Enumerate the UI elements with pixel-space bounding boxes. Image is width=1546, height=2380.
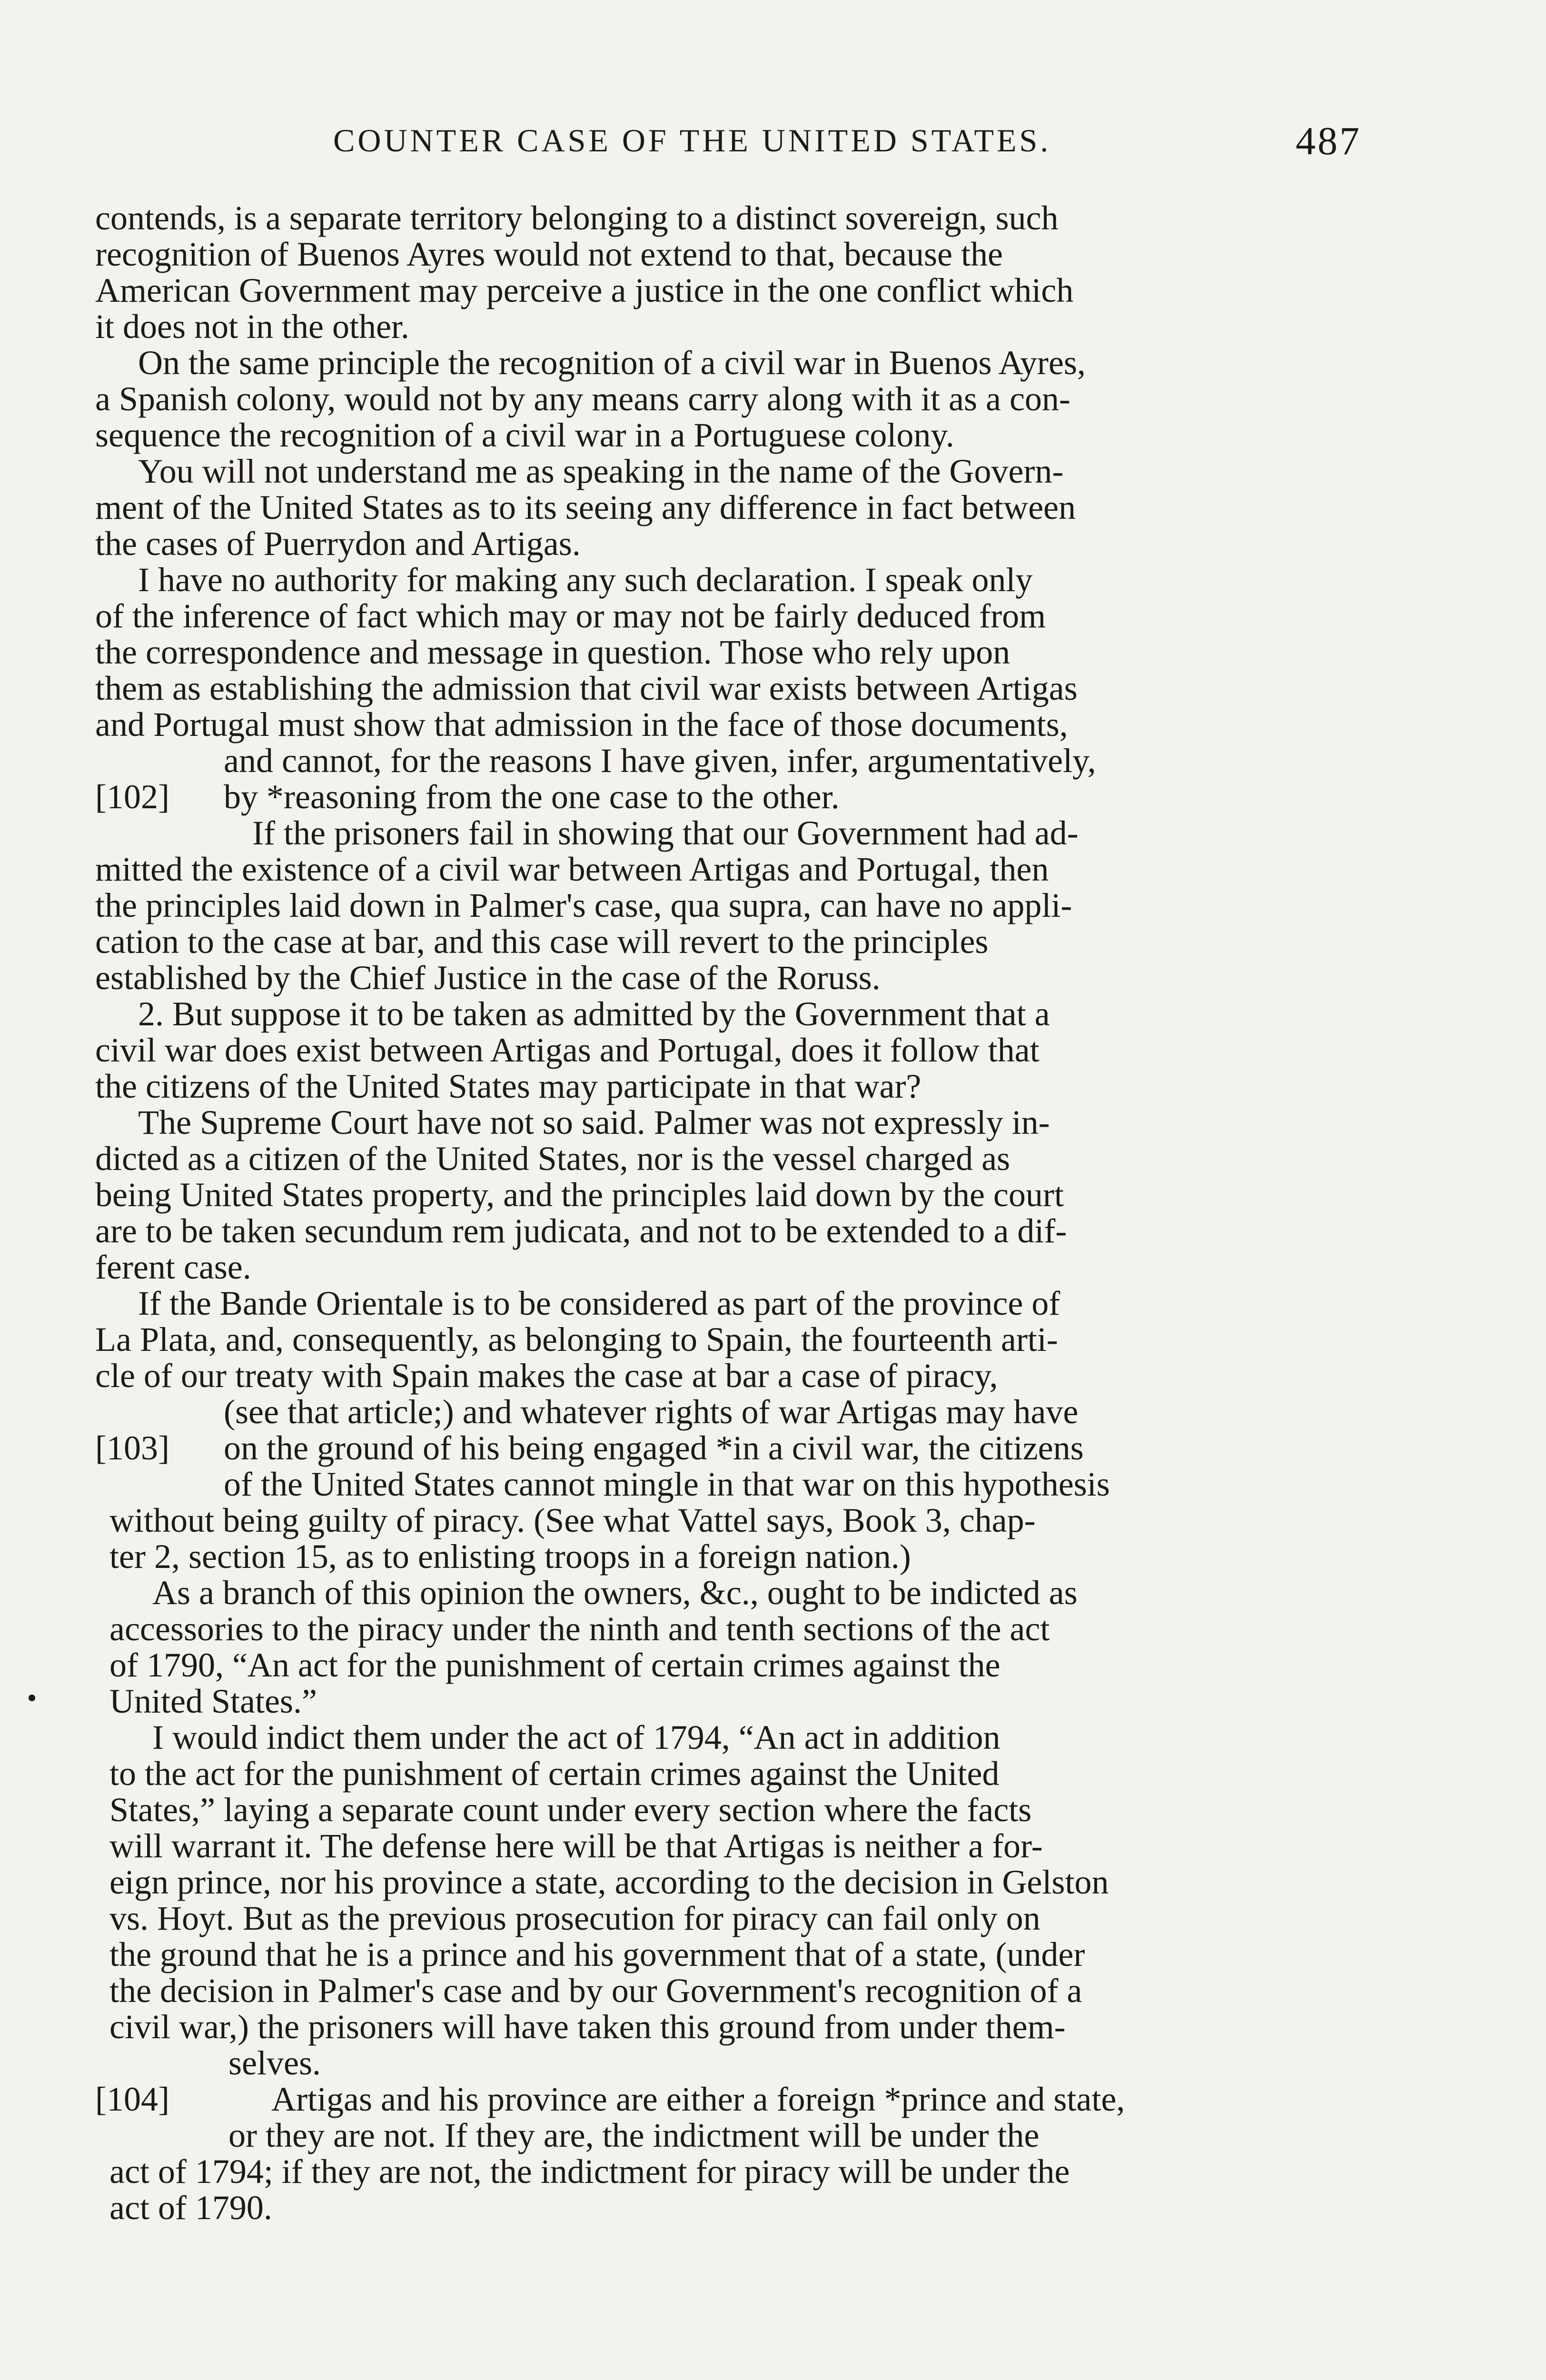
text-line bbox=[95, 815, 1357, 851]
line-text: it does not in the other. bbox=[95, 307, 409, 346]
line-text: them as establishing the admission that civil war exists between Artigas bbox=[95, 669, 1078, 707]
text-line bbox=[95, 272, 1357, 308]
margin-dot bbox=[29, 1695, 35, 1701]
line-text: the decision in Palmer's case and by our Government's recognition of a bbox=[109, 1972, 1082, 2010]
line-text: without being guilty of piracy. (See what Vattel says, Book 3, chap- bbox=[109, 1501, 1036, 1539]
line-text: eign prince, nor his province a state, according to the decision in Gelston bbox=[109, 1863, 1109, 1901]
line-text: sequence the recognition of a civil war in a Portuguese colony. bbox=[95, 416, 954, 454]
text-line bbox=[95, 1394, 1357, 1430]
line-text: act of 1790. bbox=[109, 2189, 272, 2227]
line-text: established by the Chief Justice in the case of the Roruss. bbox=[95, 959, 881, 997]
text-line bbox=[95, 634, 1357, 670]
line-text: United States.” bbox=[109, 1682, 317, 1720]
line-text: on the ground of his being engaged *in a civil war, the citizens bbox=[224, 1429, 1084, 1467]
line-text: On the same principle the recognition of a civil war in Buenos Ayres, bbox=[138, 344, 1086, 382]
line-text: of 1790, “An act for the punishment of certain crimes against the bbox=[109, 1646, 1001, 1684]
text-line bbox=[95, 381, 1357, 417]
text-line bbox=[95, 1755, 1357, 1792]
text-line bbox=[95, 960, 1357, 996]
line-text: and cannot, for the reasons I have given, infer, argumentatively, bbox=[224, 742, 1096, 780]
text-line bbox=[95, 2045, 1357, 2081]
line-text: American Government may perceive a justice in the one conflict which bbox=[95, 271, 1074, 309]
line-text: ter 2, section 15, as to enlisting troops in a foreign nation.) bbox=[109, 1537, 911, 1576]
text-line bbox=[95, 851, 1357, 887]
text-line bbox=[95, 1032, 1357, 1068]
text-line bbox=[95, 345, 1357, 381]
line-text: selves. bbox=[228, 2044, 321, 2082]
line-text: the citizens of the United States may participate in that war? bbox=[95, 1067, 922, 1105]
text-line bbox=[95, 1828, 1357, 1864]
line-text: act of 1794; if they are not, the indictment for piracy will be under the bbox=[109, 2152, 1070, 2191]
text-line bbox=[95, 1575, 1357, 1611]
running-head: COUNTER CASE OF THE UNITED STATES. bbox=[333, 122, 1051, 159]
text-line bbox=[95, 2009, 1357, 2045]
line-text: ment of the United States as to its seeing any difference in fact between bbox=[95, 488, 1076, 526]
text-line bbox=[95, 489, 1357, 526]
line-text: vs. Hoyt. But as the previous prosecution for piracy can fail only on bbox=[109, 1899, 1041, 1937]
line-text: States,” laying a separate count under every section where the facts bbox=[109, 1791, 1032, 1829]
line-text: by *reasoning from the one case to the other. bbox=[224, 778, 840, 816]
text-line bbox=[95, 2153, 1357, 2190]
text-line bbox=[95, 598, 1357, 634]
text-line bbox=[95, 2081, 1357, 2117]
line-text: ferent case. bbox=[95, 1248, 251, 1286]
line-text: the principles laid down in Palmer's case, qua supra, can have no appli- bbox=[95, 886, 1072, 924]
line-text: cation to the case at bar, and this case will revert to the principles bbox=[95, 922, 989, 961]
text-line bbox=[95, 453, 1357, 489]
page-header bbox=[114, 118, 1361, 170]
line-text: recognition of Buenos Ayres would not extend to that, because the bbox=[95, 235, 1003, 273]
line-text: a Spanish colony, would not by any means carry along with it as a con- bbox=[95, 380, 1070, 418]
line-text: civil war does exist between Artigas and Portugal, does it follow that bbox=[95, 1031, 1040, 1069]
text-line bbox=[95, 779, 1357, 815]
body-text bbox=[95, 200, 1357, 2226]
star-page-marker: [102] bbox=[95, 778, 169, 816]
line-text: 2. But suppose it to be taken as admitted by the Government that a bbox=[138, 995, 1050, 1033]
line-text: civil war,) the prisoners will have taken this ground from under them- bbox=[109, 2008, 1066, 2046]
line-text: contends, is a separate territory belonging to a distinct sovereign, such bbox=[95, 199, 1059, 237]
text-line bbox=[95, 1683, 1357, 1719]
text-line bbox=[95, 200, 1357, 236]
line-text: to the act for the punishment of certain crimes against the United bbox=[109, 1755, 1000, 1793]
line-text: La Plata, and, consequently, as belonging to Spain, the fourteenth arti- bbox=[95, 1320, 1058, 1359]
line-text: The Supreme Court have not so said. Palmer was not expressly in- bbox=[138, 1103, 1050, 1141]
text-line bbox=[95, 1430, 1357, 1466]
text-line bbox=[95, 1068, 1357, 1104]
text-line bbox=[95, 1936, 1357, 1973]
line-text: Artigas and his province are either a foreign *prince and state, bbox=[271, 2080, 1125, 2118]
text-line bbox=[95, 670, 1357, 706]
text-line bbox=[95, 1973, 1357, 2009]
line-text: will warrant it. The defense here will be that Artigas is neither a for- bbox=[109, 1827, 1043, 1865]
line-text: the correspondence and message in question. Those who rely upon bbox=[95, 633, 1011, 671]
text-line bbox=[95, 1611, 1357, 1647]
text-line bbox=[95, 308, 1357, 345]
star-page-marker: [103] bbox=[95, 1429, 169, 1467]
line-text: (see that article;) and whatever rights of war Artigas may have bbox=[224, 1393, 1079, 1431]
line-text: of the United States cannot mingle in that war on this hypothesis bbox=[224, 1465, 1110, 1503]
text-line bbox=[95, 1719, 1357, 1755]
text-line bbox=[95, 1213, 1357, 1249]
page-number: 487 bbox=[1296, 119, 1361, 163]
text-line bbox=[95, 996, 1357, 1032]
text-line bbox=[95, 526, 1357, 562]
line-text: If the Bande Orientale is to be considered as part of the province of bbox=[138, 1284, 1060, 1322]
line-text: As a branch of this opinion the owners, &c., ought to be indicted as bbox=[152, 1574, 1078, 1612]
line-text: I have no authority for making any such declaration. I speak only bbox=[138, 561, 1033, 599]
text-line bbox=[95, 417, 1357, 453]
text-line bbox=[95, 706, 1357, 743]
text-line bbox=[95, 1177, 1357, 1213]
text-line bbox=[95, 1538, 1357, 1575]
line-text: mitted the existence of a civil war between Artigas and Portugal, then bbox=[95, 850, 1049, 888]
line-text: the cases of Puerrydon and Artigas. bbox=[95, 525, 581, 563]
text-line bbox=[95, 1864, 1357, 1900]
text-line bbox=[95, 923, 1357, 960]
line-text: dicted as a citizen of the United States, nor is the vessel charged as bbox=[95, 1140, 1011, 1178]
star-page-marker: [104] bbox=[95, 2080, 169, 2118]
text-line bbox=[95, 887, 1357, 923]
line-text: I would indict them under the act of 1794, “An act in addition bbox=[152, 1718, 1001, 1756]
text-line bbox=[95, 1502, 1357, 1538]
line-text: the ground that he is a prince and his government that of a state, (under bbox=[109, 1935, 1085, 1973]
text-line bbox=[95, 1466, 1357, 1502]
text-line bbox=[95, 236, 1357, 272]
line-text: and Portugal must show that admission in the face of those documents, bbox=[95, 705, 1068, 744]
text-line bbox=[95, 1900, 1357, 1936]
text-line bbox=[95, 1358, 1357, 1394]
text-line bbox=[95, 1140, 1357, 1177]
line-text: are to be taken secundum rem judicata, and not to be extended to a dif- bbox=[95, 1212, 1067, 1250]
text-line bbox=[95, 1792, 1357, 1828]
line-text: cle of our treaty with Spain makes the case at bar a case of piracy, bbox=[95, 1357, 998, 1395]
text-line bbox=[95, 743, 1357, 779]
line-text: accessories to the piracy under the ninth and tenth sections of the act bbox=[109, 1610, 1050, 1648]
text-line bbox=[95, 1647, 1357, 1683]
text-line bbox=[95, 1285, 1357, 1321]
line-text: You will not understand me as speaking in the name of the Govern- bbox=[138, 452, 1064, 490]
text-line bbox=[95, 2190, 1357, 2226]
text-line bbox=[95, 1104, 1357, 1140]
text-line bbox=[95, 1249, 1357, 1285]
line-text: or they are not. If they are, the indictment will be under the bbox=[228, 2116, 1040, 2154]
text-line bbox=[95, 2117, 1357, 2153]
line-text: If the prisoners fail in showing that our Government had ad- bbox=[252, 814, 1079, 852]
line-text: being United States property, and the principles laid down by the court bbox=[95, 1176, 1064, 1214]
line-text: of the inference of fact which may or may not be fairly deduced from bbox=[95, 597, 1046, 635]
text-line bbox=[95, 562, 1357, 598]
text-line bbox=[95, 1321, 1357, 1358]
